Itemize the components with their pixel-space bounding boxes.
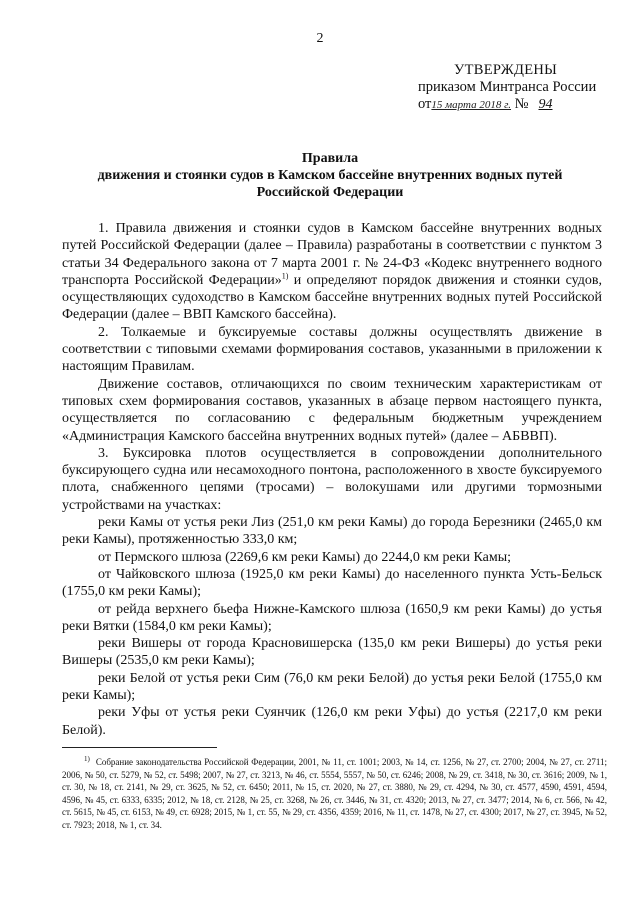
approval-from-label: от	[418, 96, 432, 112]
list-item: от рейда верхнего бьефа Нижне-Камского шлюза (1650,9 км реки Камы) до устья реки Вятки (1584,0 км реки Камы);	[62, 601, 602, 634]
list-item: реки Вишеры от города Красновишерска (135,0 км реки Вишеры) до устья реки Вишеры (2535,0 км реки Камы);	[62, 636, 602, 669]
paragraph-4: 3. Буксировка плотов осуществляется в сопровождении дополнительного буксирующего судна или несамоходного понтона, расположенного в хвосте буксируемого плота, снабженного цепями (тросами) – волокушами или другими тормозными устройствами на участках:	[62, 445, 602, 513]
approval-date-line	[418, 96, 618, 114]
approval-order-line: приказом Минтранса России	[418, 79, 597, 95]
page-number: 2	[316, 31, 324, 46]
footnote-divider	[62, 747, 217, 748]
title-line-2: движения и стоянки судов в Камском бассейне внутренних водных путей	[97, 168, 563, 183]
approval-block	[418, 62, 618, 114]
footnote	[62, 756, 607, 831]
list-item: от Пермского шлюза (2269,6 км реки Камы) до 2244,0 км реки Камы;	[98, 549, 512, 565]
title-line-1: Правила	[301, 151, 359, 166]
title-line-3: Российской Федерации	[256, 185, 404, 200]
list-item: от Чайковского шлюза (1925,0 км реки Камы) до населенного пункта Усть-Бельск (1755,0 км реки Камы);	[62, 566, 602, 600]
list-item: реки Камы от устья реки Лиз (251,0 км реки Камы) до города Березники (2465,0 км реки Камы), протяженностью 333,0 км;	[62, 515, 602, 548]
document-body	[62, 220, 602, 739]
paragraph-1: 1. Правила движения и стоянки судов в Камском бассейне внутренних водных путей Российской Федерации (далее – Правила) разработаны в соответствии с пунктом 3 статьи 34 Федерального закона от 7 марта 2001 г. № 24-ФЗ «Кодекс внутреннего водного транспорта Российской Федерации»$^{1)}$ и определяют порядок движения и стоянки судов, осуществляющих судоходство в Камском бассейне внутренних водных путей Российской Федерации (далее – ВВП Камского бассейна).	[62, 221, 602, 323]
paragraph-2: 2. Толкаемые и буксируемые составы должны осуществлять движение в соответствии с типовыми схемами формирования составов, указанными в приложении к настоящим Правилам.	[62, 324, 602, 375]
handwritten-number: 94	[538, 97, 553, 112]
document-title	[60, 150, 600, 201]
handwritten-date: 15 марта 2018 г.	[431, 99, 512, 111]
footnote-text: Собрание законодательства Российской Федерации, 2001, № 11, ст. 1001; 2003, № 14, ст. 1256, № 27, ст. 2700; 2004, № 27, ст. 2711; 2006, № 50, ст. 5279, № 52, ст. 5498; 2007, № 27, ст. 3213, № 46, ст. 5554, 5557, № 50, ст. 6246; 2008, № 29, ст. 3418, № 30, ст. 3616; 2009, № 1, ст. 30, № 18, ст. 2141, № 29, ст. 3625, № 52, ст. 6450; 2011, № 15, ст. 2020, № 27, ст. 3880, № 29, ст. 4294, № 30, ст. 4577, 4590, 4591, 4594, 4596, № 45, ст. 6333, 6335; 2012, № 18, ст. 2128, № 25, ст. 3268, № 26, ст. 3446, № 31, ст. 4320; 2013, № 27, ст. 3477; 2014, № 6, ст. 566, № 42, ст. 5615, № 45, ст. 6153, № 49, ст. 6928; 2015, № 1, ст. 55, № 29, ст. 4356, 4359; 2016, № 11, ст. 1478, № 27, ст. 4300; 2017, № 27, ст. 3945, № 52, ст. 7923; 2018, № 1, ст. 34.	[62, 757, 607, 830]
paragraph-3: Движение составов, отличающихся по своим техническим характеристикам от типовых схем формирования составов, указанных в абзаце первом настоящего пункта, осуществляется по согласованию с федеральным бюджетным учреждением «Администрация Камского бассейна внутренних водных путей» (далее – АБВВП).	[62, 376, 602, 444]
list-item: реки Уфы от устья реки Суянчик (126,0 км реки Уфы) до устья (2217,0 км реки Белой).	[62, 705, 602, 738]
footnote-reference: 1)	[281, 271, 289, 281]
footnote-mark: 1)	[84, 755, 90, 763]
list-item: реки Белой от устья реки Сим (76,0 км реки Белой) до устья реки Белой (1755,0 км реки Камы);	[62, 670, 602, 704]
approval-number-label: №	[514, 96, 529, 112]
approval-heading: УТВЕРЖДЕНЫ	[454, 62, 558, 78]
